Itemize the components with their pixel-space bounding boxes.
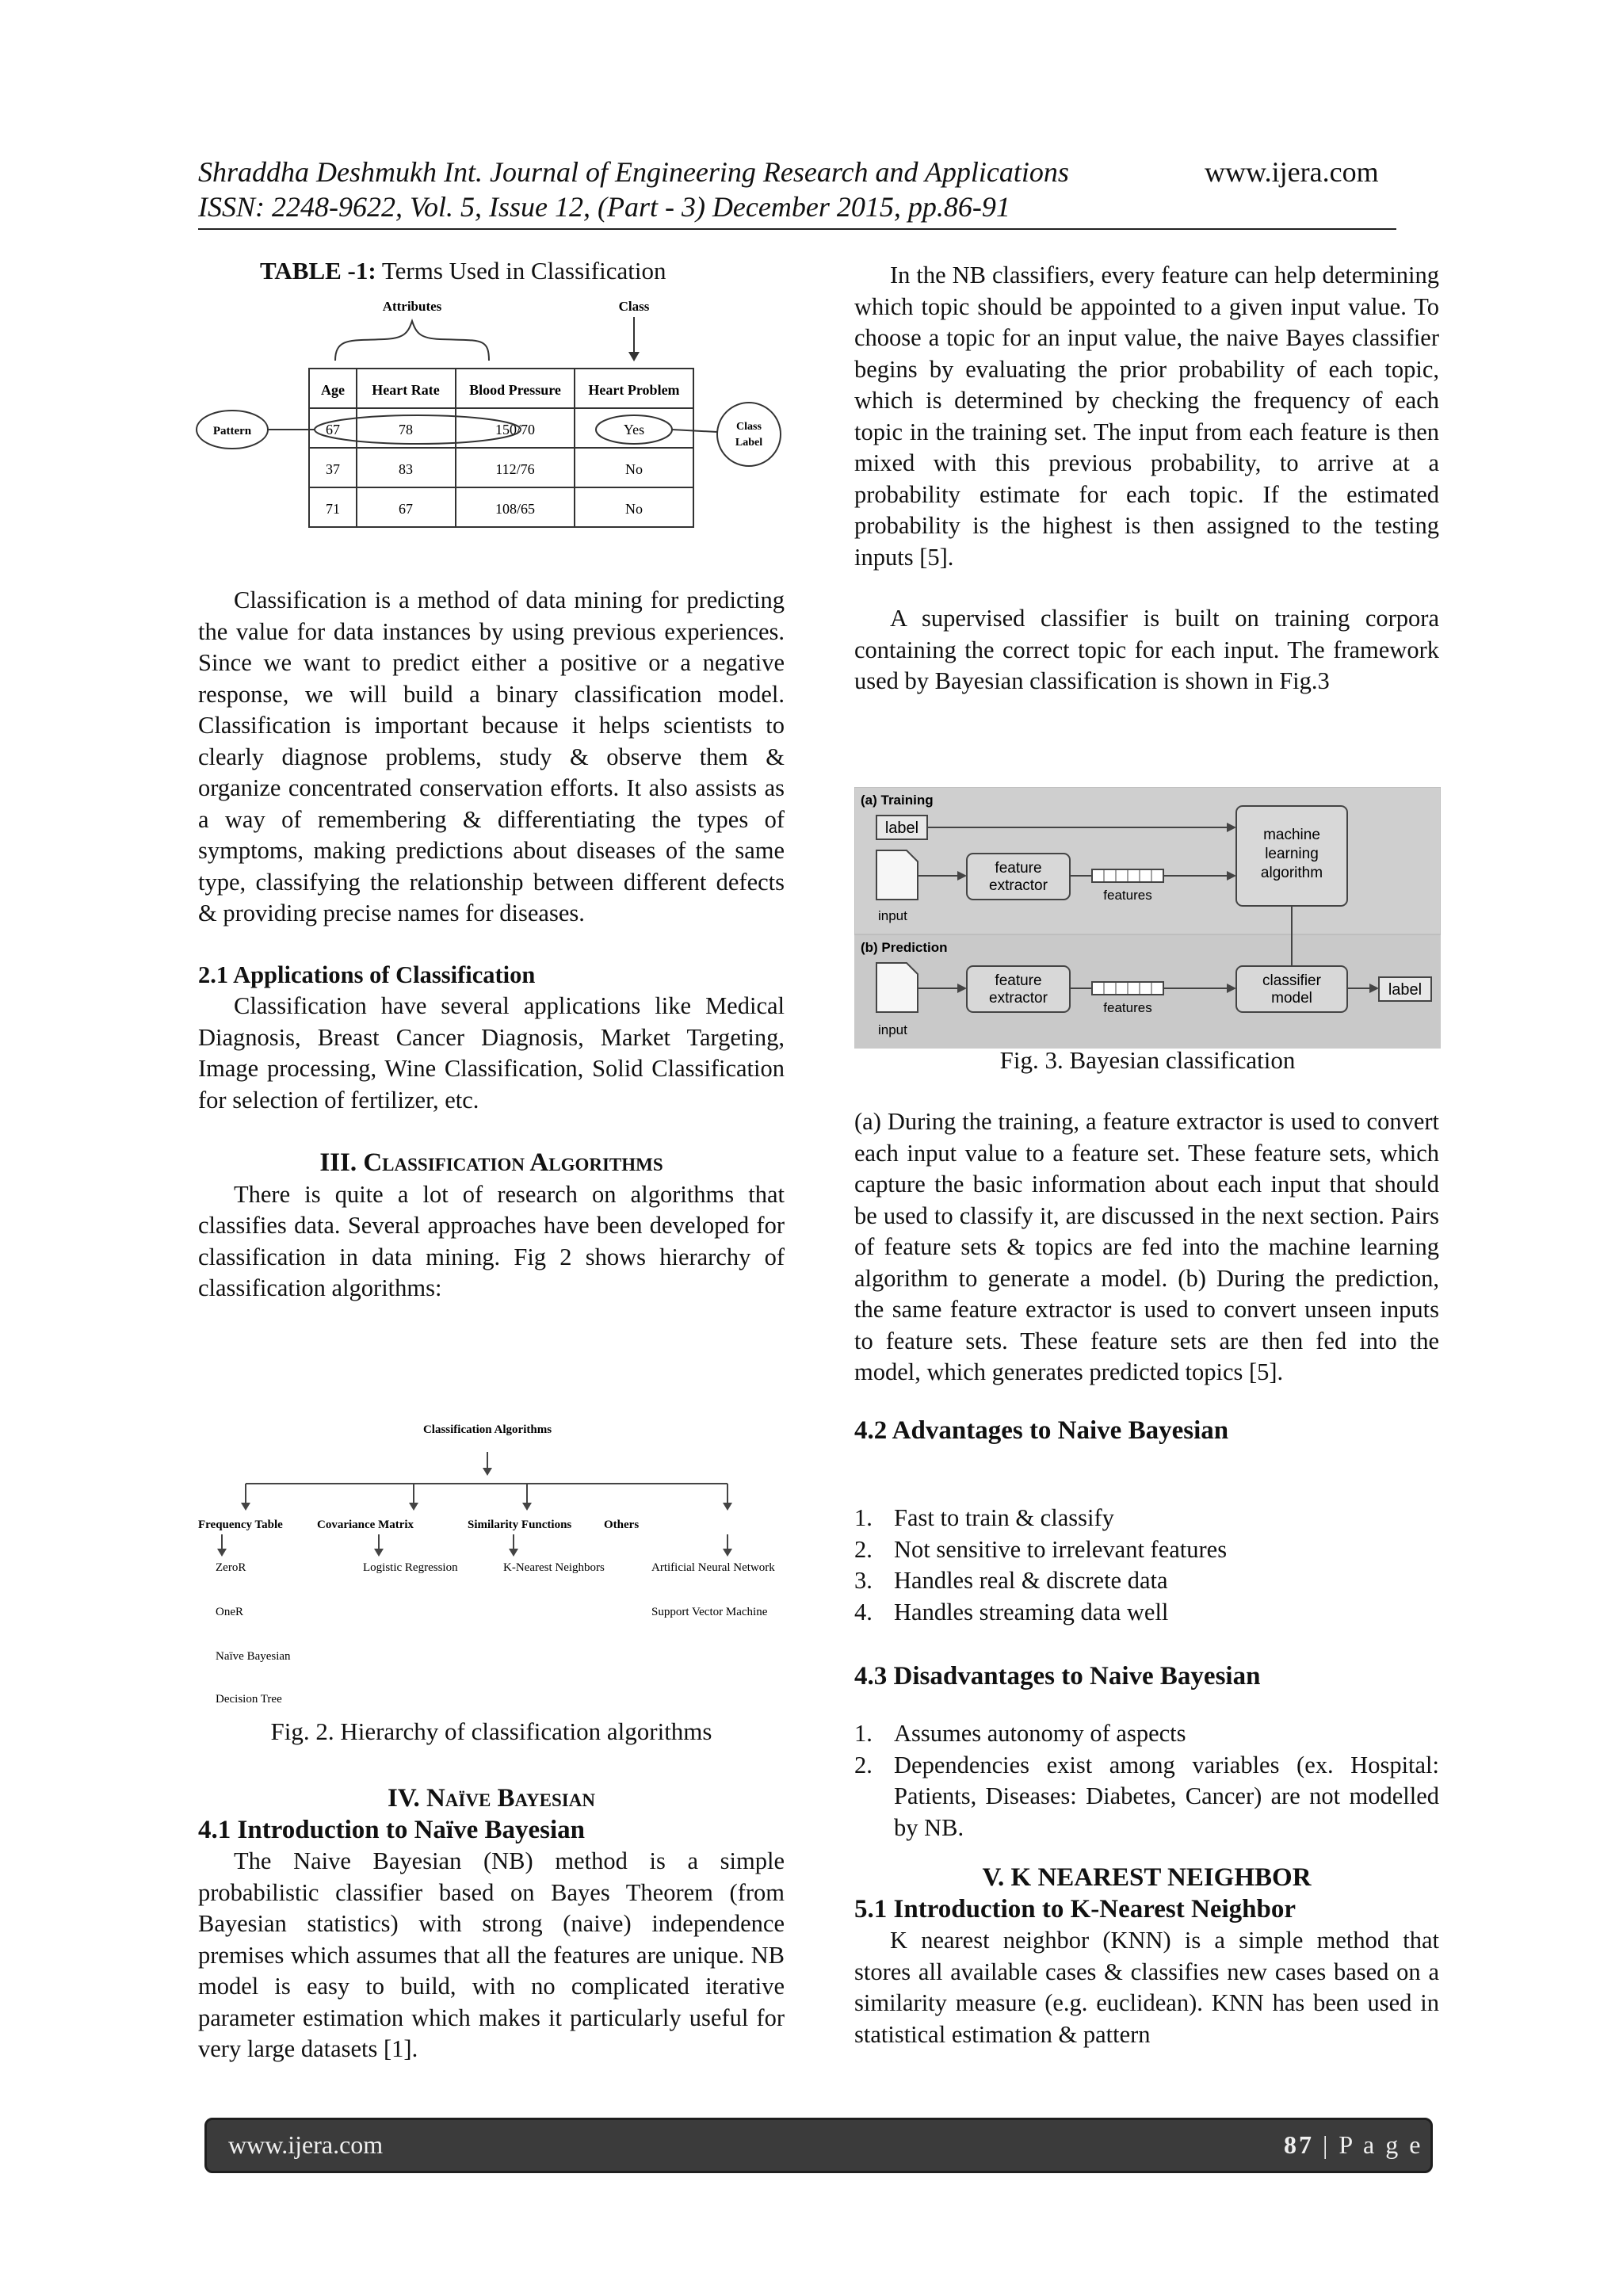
- fig2-hierarchy: [198, 1419, 800, 1720]
- pattern-label: Pattern: [212, 425, 252, 437]
- list-item: 4. Handles streaming data well: [854, 1598, 1169, 1626]
- fig3-features-text: features: [1103, 888, 1152, 903]
- paragraph-section-3: There is quite a lot of research on algorithms that classifies data. Several approaches have been developed for classification in data mining. Fig 2 shows hierarchy of classification algorithms:: [198, 1180, 785, 1301]
- advantages-list: [854, 1503, 1439, 1628]
- fig2-branch-covariance-matrix: Covariance Matrix: [317, 1519, 414, 1531]
- fig2-item-oner: OneR: [216, 1606, 243, 1618]
- list-item: 2. Dependencies exist among variables (ex. Hospital: Patients, Diseases: Diabetes, Cancer) are not modelled by NB.: [854, 1751, 1439, 1841]
- list-item: 2. Not sensitive to irrelevant features: [854, 1535, 1228, 1563]
- left-column: [198, 585, 785, 1305]
- fig2-item-logistic-regression: Logistic Regression: [363, 1561, 458, 1574]
- fig3-input-doc: [876, 850, 918, 900]
- fig3-fe2-line-2: extractor: [989, 990, 1048, 1007]
- fig3-input-doc-2: [876, 963, 918, 1012]
- table1-cell: 67: [399, 501, 413, 517]
- paragraph-classification: Classification is a method of data mining for predicting the value for data instances by using previous experiences. Since we want to predict either a positive or a negative response, we will build a binary classification model. Classification is important because it helps scientists to clearly diagnose problems, study & observe them & organize concentrated conservation efforts. It also assists as a way of remembering & differentiating the types of symptoms, making predictions about diseases of the same type, classifying the relationship between different defects & providing precise names for diseases.: [198, 586, 785, 926]
- disadvantages-list: [854, 1718, 1439, 1843]
- list-item: 3. Handles real & discrete data: [854, 1567, 1168, 1594]
- table1-col-heart-problem: Heart Problem: [588, 382, 680, 398]
- heading-5-1: 5.1 Introduction to K-Nearest Neighbor: [854, 1894, 1296, 1924]
- fig2-branch-frequency-table: Frequency Table: [198, 1519, 283, 1531]
- table1-cell: No: [625, 501, 643, 517]
- fig2-caption: Fig. 2. Hierarchy of classification algorithms: [270, 1717, 712, 1745]
- header-rule: [198, 228, 1396, 230]
- paragraph-nb-classifiers: In the NB classifiers, every feature can help determining which topic should be appointed to a given input value. To choose a topic for an input value, the naive Bayes classifier begins by evaluating the prior probability of each topic, which is determined by checking the frequency of each topic in the training set. The input from each feature is then mixed with this previous probability, to arrive at a probability estimate for each topic. If the estimated probability is the highest is then assigned to the testing inputs [5].: [854, 262, 1439, 571]
- fig3-bayesian-diagram: [854, 787, 1441, 1049]
- right-column-lower: [854, 1106, 1439, 1446]
- header-line-2: ISSN: 2248-9622, Vol. 5, Issue 12, (Part - 3) December 2015, pp.86-91: [198, 191, 1010, 223]
- fig3-ml-line-3: algorithm: [1260, 865, 1323, 881]
- left-column-section4: [198, 1783, 785, 2065]
- fig2-root: Classification Algorithms: [422, 1423, 552, 1436]
- table1-col-heart-rate: Heart Rate: [372, 382, 440, 398]
- right-column-section5: [854, 1862, 1439, 2050]
- paragraph-supervised: A supervised classifier is built on training corpora containing the correct topic for each input. The framework used by Bayesian classification is shown in Fig.3: [854, 605, 1439, 694]
- heading-section-5: V. K NEAREST NEIGHBOR: [982, 1863, 1312, 1892]
- heading-applications: 2.1 Applications of Classification: [198, 961, 536, 988]
- fig3-label-text: label: [884, 819, 919, 837]
- right-column: [854, 260, 1439, 697]
- fig2-item-knn: K-Nearest Neighbors: [503, 1561, 605, 1574]
- footer-url[interactable]: www.ijera.com: [228, 2130, 384, 2159]
- class-label-callout-line-2: Label: [735, 437, 763, 449]
- header-url[interactable]: www.ijera.com: [1205, 156, 1379, 188]
- fig2-item-naive-bayesian: Naïve Bayesian: [216, 1650, 291, 1663]
- table1-cell: 71: [326, 501, 340, 517]
- table1-caption-label: TABLE -1:: [260, 257, 376, 285]
- running-header: [198, 155, 1069, 224]
- fig2-item-decision-tree: Decision Tree: [216, 1693, 282, 1706]
- heading-4-2: 4.2 Advantages to Naive Bayesian: [854, 1415, 1229, 1445]
- table1-figure: [194, 293, 796, 547]
- fig3-cm-line-1: classifier: [1262, 972, 1321, 989]
- table1-cell: 37: [326, 461, 340, 477]
- fig3-fe-line-2: extractor: [989, 877, 1048, 894]
- table1-col-age: Age: [321, 382, 345, 398]
- fig3-ml-line-1: machine: [1263, 827, 1320, 843]
- fig3-input-text-2: input: [878, 1022, 907, 1037]
- paragraph-training-prediction: (a) During the training, a feature extractor is used to convert each input value to a feature set. These feature sets, which capture the basic information about each input that should be used to classify it, are discussed in the next section. Pairs of feature sets & topics are fed into the machine learning algorithm to generate a model. (b) During the prediction, the same feature extractor is used to convert unseen inputs to feature sets. These feature sets are then fed into the model, which generates predicted topics [5].: [854, 1108, 1439, 1385]
- fig3-ml-line-2: learning: [1265, 846, 1319, 862]
- fig3-features-text-2: features: [1103, 1000, 1152, 1015]
- table1-caption: [260, 255, 666, 287]
- fig2-item-zeror: ZeroR: [216, 1561, 246, 1574]
- fig3-prediction-label: (b) Prediction: [861, 940, 948, 955]
- fig3-caption: Fig. 3. Bayesian classification: [999, 1046, 1296, 1074]
- paragraph-4-1: The Naive Bayesian (NB) method is a simple probabilistic classifier based on Bayes Theorem (from Bayesian statistics) with strong (naive) independence premises which assumes that all the features are unique. NB model is easy to build, with no complicated iterative parameter estimation which makes it particularly useful for very large datasets [1].: [198, 1847, 785, 2062]
- fig3-fe-line-1: feature: [995, 860, 1042, 877]
- class-label-callout-line-1: Class: [736, 421, 762, 433]
- table1-cell: 67: [326, 422, 340, 437]
- list-item: 1. Assumes autonomy of aspects: [854, 1720, 1186, 1747]
- table1-cell: No: [625, 461, 643, 477]
- table1-cell: 108/65: [495, 501, 536, 517]
- table1-col-blood-pressure: Blood Pressure: [469, 382, 561, 398]
- fig2-item-svm: Support Vector Machine: [651, 1606, 768, 1618]
- heading-section-4: IV. Naïve Bayesian: [388, 1784, 595, 1813]
- heading-4-1: 4.1 Introduction to Naïve Bayesian: [198, 1815, 586, 1844]
- table1-cell: 150/70: [495, 422, 536, 437]
- list-item: 1. Fast to train & classify: [854, 1504, 1114, 1531]
- paragraph-5-1: K nearest neighbor (KNN) is a simple method that stores all available cases & classifies new cases based on a similarity measure (e.g. euclidean). KNN has been used in statistical estimation & pattern: [854, 1927, 1439, 2048]
- attributes-brace: [335, 321, 489, 361]
- attributes-label: Attributes: [382, 299, 442, 314]
- fig3-training-label: (a) Training: [861, 793, 934, 808]
- class-label: Class: [618, 299, 650, 314]
- table1-caption-text: Terms Used in Classification: [376, 257, 666, 285]
- fig2-branch-others: Others: [604, 1519, 640, 1531]
- class-label-callout: [717, 403, 781, 466]
- table1-cell: 78: [399, 422, 413, 437]
- heading-section-3: III. Classification Algorithms: [319, 1148, 663, 1177]
- heading-4-3: 4.3 Disadvantages to Naive Bayesian: [854, 1662, 1261, 1690]
- table1-cell: 112/76: [495, 461, 535, 477]
- fig3-cm-line-2: model: [1271, 990, 1312, 1007]
- header-line-1: Shraddha Deshmukh Int. Journal of Engineering Research and Applications: [198, 156, 1069, 188]
- footer-page-number: [1284, 2129, 1423, 2160]
- fig2-branch-similarity-functions: Similarity Functions: [468, 1519, 572, 1531]
- fig2-item-ann: Artificial Neural Network: [651, 1561, 775, 1574]
- page-number: 87: [1284, 2130, 1314, 2159]
- pattern-ellipse: [315, 415, 521, 444]
- table1-cell: 83: [399, 461, 413, 477]
- footer-bar: [204, 2118, 1433, 2173]
- paragraph-applications: Classification have several applications like Medical Diagnosis, Breast Cancer Diagnosis, Market Targeting, Image processing, Wine Classification, Solid Classification for selection of fertilizer, etc.: [198, 992, 785, 1114]
- table1-cell: Yes: [623, 422, 645, 437]
- fig3-output-label-text: label: [1388, 981, 1423, 999]
- fig3-fe2-line-1: feature: [995, 972, 1042, 989]
- page-word: | P a g e: [1314, 2130, 1423, 2159]
- class-arrow-head: [628, 352, 640, 361]
- fig3-input-text: input: [878, 908, 907, 923]
